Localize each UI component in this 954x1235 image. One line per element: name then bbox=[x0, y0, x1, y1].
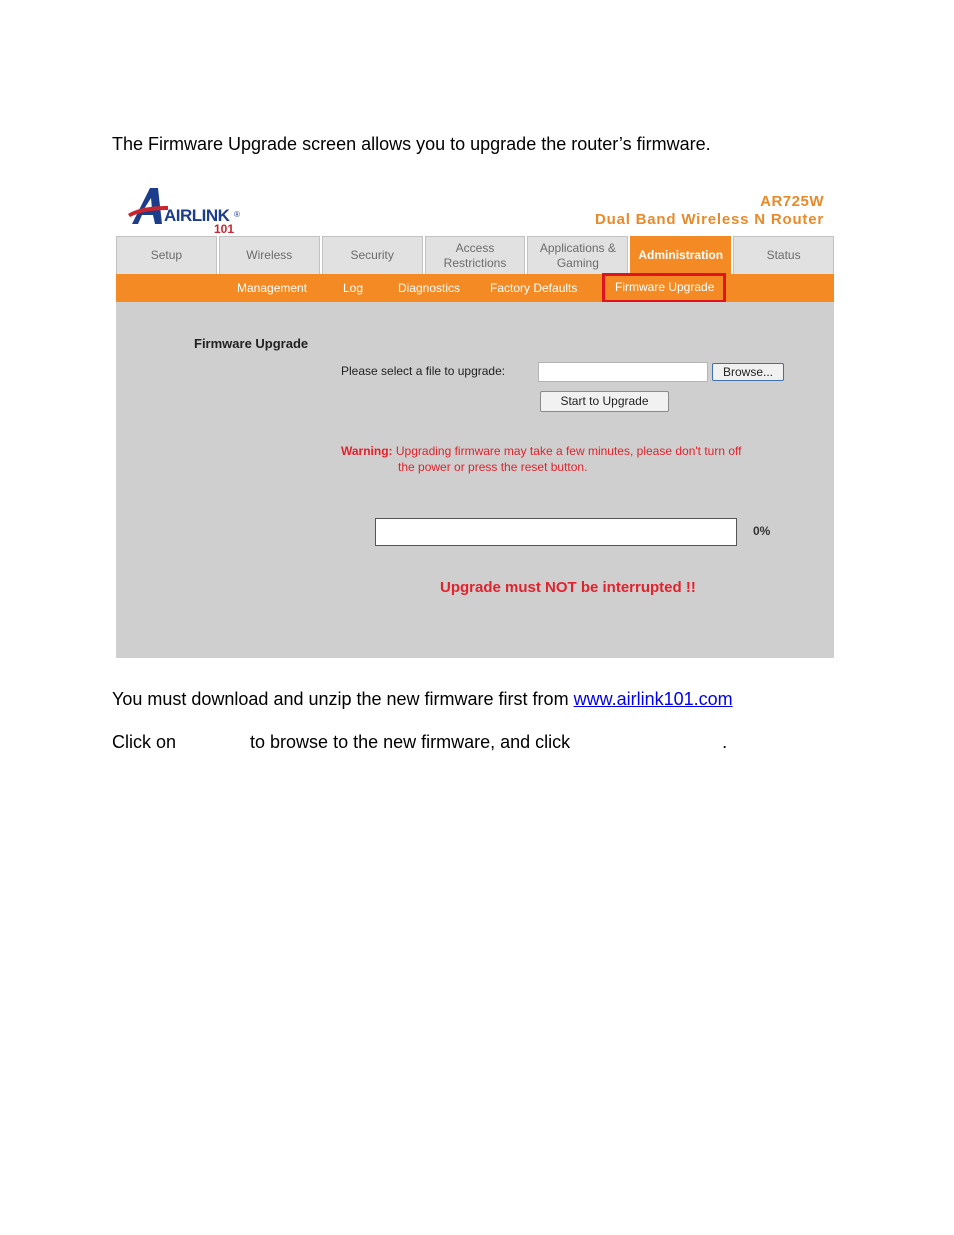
file-select-label: Please select a file to upgrade: bbox=[341, 364, 506, 378]
instructions-paragraph bbox=[112, 731, 727, 753]
router-screenshot bbox=[116, 180, 834, 658]
tab-security[interactable]: Security bbox=[322, 236, 423, 274]
instruction-start: Click on bbox=[112, 732, 177, 752]
subtab-firmware-upgrade[interactable]: Firmware Upgrade bbox=[602, 273, 726, 303]
warning-line-1: Upgrading firmware may take a few minutes, please don't turn off bbox=[395, 444, 742, 458]
progress-percent: 0% bbox=[753, 524, 771, 538]
section-title: Firmware Upgrade bbox=[194, 336, 309, 351]
upgrade-progress-bar bbox=[375, 518, 737, 546]
download-paragraph bbox=[112, 688, 733, 710]
airlink-website-link[interactable]: www.airlink101.com bbox=[573, 689, 733, 709]
subtab-diagnostics[interactable]: Diagnostics bbox=[398, 281, 461, 295]
model-name: AR725W bbox=[760, 193, 824, 210]
browse-button[interactable]: Browse... bbox=[712, 363, 784, 381]
logo-registered-mark: ® bbox=[234, 210, 240, 219]
tab-wireless[interactable]: Wireless bbox=[219, 236, 320, 274]
airlink-logo bbox=[128, 184, 248, 236]
instruction-end: . bbox=[722, 732, 728, 752]
warning-message bbox=[341, 443, 781, 475]
firmware-file-input[interactable] bbox=[538, 362, 708, 382]
instruction-middle: to browse to the new firmware, and click bbox=[250, 732, 571, 752]
tab-administration[interactable]: Administration bbox=[630, 236, 731, 274]
intro-paragraph: The Firmware Upgrade screen allows you to upgrade the router’s firmware. bbox=[112, 134, 711, 154]
sub-navigation bbox=[116, 274, 834, 302]
download-text: You must download and unzip the new firmware first from bbox=[112, 689, 569, 709]
warning-prefix: Warning: bbox=[341, 444, 393, 458]
tab-access-restrictions[interactable]: Access Restrictions bbox=[425, 236, 526, 274]
subtab-management[interactable]: Management bbox=[237, 281, 308, 295]
subtab-factory-defaults[interactable]: Factory Defaults bbox=[490, 281, 578, 295]
start-upgrade-button[interactable]: Start to Upgrade bbox=[540, 391, 669, 412]
interrupt-notice: Upgrade must NOT be interrupted !! bbox=[440, 579, 696, 596]
main-tabs bbox=[116, 236, 834, 274]
tab-status[interactable]: Status bbox=[733, 236, 834, 274]
warning-line-2: the power or press the reset button. bbox=[398, 460, 588, 474]
tab-setup[interactable]: Setup bbox=[116, 236, 217, 274]
subtab-log[interactable]: Log bbox=[343, 281, 364, 295]
tab-applications-gaming[interactable]: Applications & Gaming bbox=[527, 236, 628, 274]
product-name: Dual Band Wireless N Router bbox=[594, 211, 824, 228]
logo-text: AIRLINK bbox=[164, 206, 230, 225]
firmware-upgrade-panel bbox=[116, 302, 834, 658]
logo-number: 101 bbox=[214, 222, 235, 236]
